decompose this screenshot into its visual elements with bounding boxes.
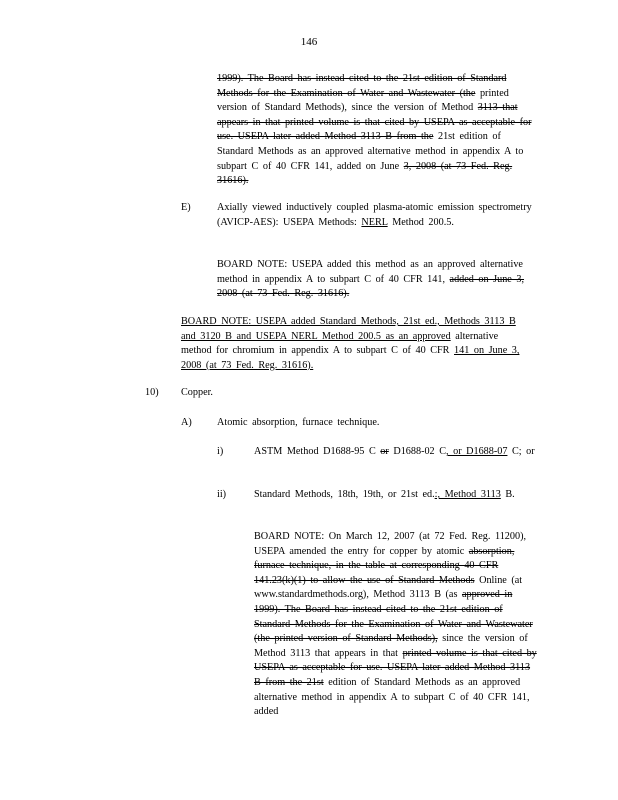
deleted-text: 3, 2008 (at 73 Fed. Reg. 31616). bbox=[217, 160, 513, 187]
paragraph-text: printed version of Standard Methods), since the version of Method bbox=[217, 87, 509, 114]
paragraph-text: B. bbox=[505, 489, 515, 500]
paragraph-text: Online (at www.standardmethods.org), Method 3113 B (as bbox=[254, 574, 523, 601]
deleted-text: 3113 that appears in that printed volume is that cited by USEPA as acceptable for use. USEPA later added Method 3113 B from the bbox=[217, 102, 532, 143]
paragraph-text: D1688-02 C bbox=[393, 446, 446, 457]
inserted-text: 141 on June 3, 2008 (at 73 Fed. Reg. 31616). bbox=[181, 345, 520, 371]
paragraph-text: Axially viewed inductively coupled plasma-atomic emission spectrometry (AVICP-AES): USEPA Methods: bbox=[217, 202, 532, 228]
deleted-text: added on June 3, 2008 (at 73 Fed. Reg. 31616). bbox=[217, 273, 525, 300]
deleted-text: 1999). The Board has instead cited to the 21st edition of Standard Methods for the Examination of Water and Wastewater (the bbox=[217, 73, 507, 99]
paragraph-text: Method 200.5. bbox=[392, 216, 454, 228]
paragraph-text: since the version of Method 3113 that appears in that bbox=[254, 633, 528, 659]
inserted-text: , or D1688-07 bbox=[446, 446, 508, 457]
inserted-text: NERL bbox=[361, 216, 388, 228]
deleted-text: approved in 1999). The Board has instead cited to the 21st edition of Standard Methods for the Examination of Water and Wastewater (the printed version of Standard Methods), bbox=[254, 589, 533, 645]
item-label-ii: ii) bbox=[217, 489, 227, 500]
item-ii-board-note bbox=[254, 530, 539, 720]
paragraph-text: 21st edition of Standard Methods as an approved alternative method in appendix A to subpart C of 40 CFR 141, added on June bbox=[217, 131, 524, 172]
chromium-board-note bbox=[181, 315, 526, 373]
deleted-text: absorption, furnace technique, in the table at corresponding 40 CFR 141.23(k)(1) to allow the use of Standard Methods bbox=[254, 545, 515, 586]
item-e-text bbox=[217, 201, 539, 230]
item-label-10: 10) bbox=[145, 387, 159, 398]
item-label-i: i) bbox=[217, 446, 224, 457]
paragraph-text: Standard Methods, 18th, 19th, or 21st ed. bbox=[254, 489, 435, 500]
inserted-text: :, Method 3113 bbox=[434, 489, 501, 500]
item-label-10a: A) bbox=[181, 417, 192, 428]
paragraph-text: BOARD NOTE: On March 12, 2007 (at 72 Fed. Reg. 11200), USEPA amended the entry for copper by atomic bbox=[254, 531, 527, 557]
deleted-text: printed volume is that cited by USEPA as acceptable for use. USEPA later added Method 3113 B from the 21st bbox=[254, 647, 537, 688]
paragraph-text: ASTM Method D1688-95 C bbox=[254, 446, 376, 457]
item-e-board-note bbox=[217, 258, 539, 302]
inserted-text: BOARD NOTE: USEPA added Standard Methods, 21st ed., Methods 3113 B and 3120 B and USEPA NERL Method 200.5 as an approved bbox=[181, 316, 516, 342]
paragraph-text: edition of Standard Methods as an approved alternative method in appendix A to subpart C of 40 CFR 141, added bbox=[254, 676, 530, 718]
page-number: 146 bbox=[300, 36, 318, 48]
item-10-text: Copper. bbox=[181, 387, 213, 398]
item-i-text bbox=[254, 445, 544, 460]
deleted-text: or bbox=[380, 446, 389, 457]
continued-paragraph bbox=[217, 72, 539, 189]
paragraph-text: BOARD NOTE: USEPA added this method as an approved alternative method in appendix A to subpart C of 40 CFR 141, bbox=[217, 259, 523, 285]
paragraph-text: C; or bbox=[512, 446, 535, 457]
item-10a-text: Atomic absorption, furnace technique. bbox=[217, 417, 380, 428]
paragraph-text: alternative method for chromium in appendix A to subpart C of 40 CFR bbox=[181, 330, 499, 357]
item-label-e: E) bbox=[181, 202, 191, 213]
item-ii-text bbox=[254, 488, 539, 503]
